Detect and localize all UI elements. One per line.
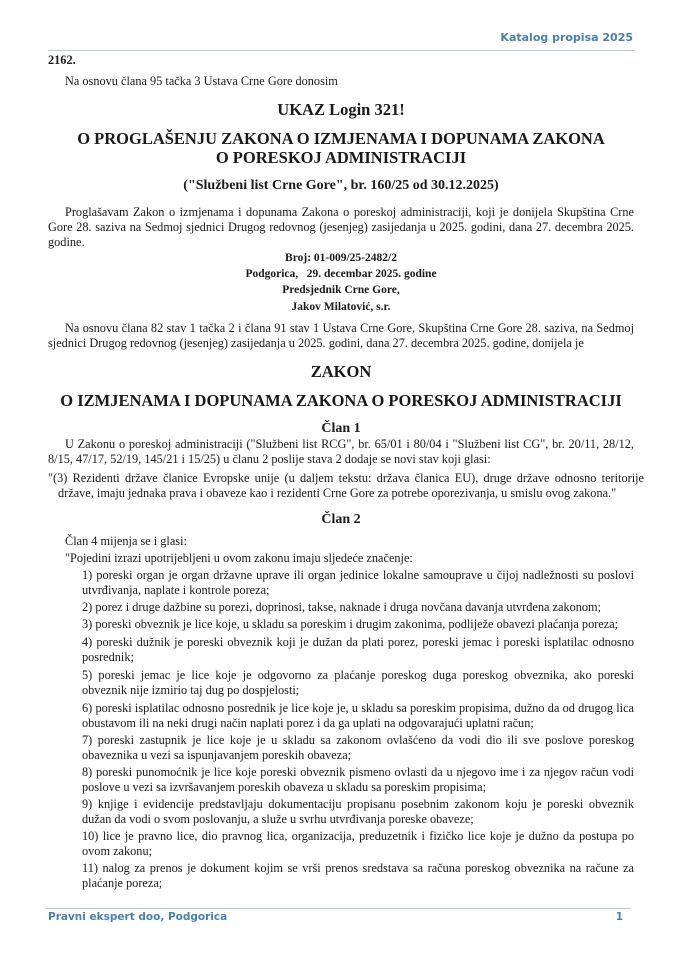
clan-1-heading: Član 1 [321,421,361,436]
law-subtitle: O IZMJENAMA I DOPUNAMA ZAKONA O PORESKOJ ADMINISTRACIJI [60,391,622,410]
gazette-reference: ("Službeni list Crne Gore", br. 160/25 od 30.12.2025) [183,178,499,193]
definition-item: 1) poreski organ je organ državne uprave ili organ jedinice lokalne samouprave u čijoj nadležnosti su poslovi utvrđivanja, naplate i kontrole poreza; [82,568,634,597]
clan-1-text: U Zakonu o poreskoj administraciji ("Službeni list RCG", br. 65/01 i 80/04 i "Službeni list CG", br. 20/11, 28/12, 8/15, 47/17, 52/19, 145/21 i 15/25) u članu 2 poslije stava 2 dodaje se novi stav koji glasi: [48,437,634,466]
clan-1-quote: "(3) Rezidenti države članice Evropske unije (u daljem tekstu: država članica EU), druge države odnosno teritorije države, imaju jednaka prava i obaveze kao i rezidenti Crne Gore za potrebe oporezivanja, u smislu ovog zakona." [48,471,644,500]
signer-name: Jakov Milatović, s.r. [291,301,391,313]
definition-item: 11) nalog za prenos je dokument kojim se vrši prenos sredstava sa računa poreskog obveznika na račune za plaćanje poreza; [82,861,634,890]
header-divider [48,50,635,51]
definition-item: 9) knjige i evidencije predstavljaju dokumentaciju propisanu posebnim zakonom koju je poreski obveznik dužan da vodi o svom poslovanju, a služe u svrhu utvrđivanja poreske obaveze; [82,797,634,826]
document-number: 2162. [48,53,76,67]
definition-item: 8) poreski punomoćnik je lice koje poreski obveznik pismeno ovlasti da u njegovo ime i za njegov račun vodi poslove u vezi sa izvršavanjem poreskih obaveza u skladu sa poreskim propisima; [82,765,634,794]
legal-basis: Na osnovu člana 82 stav 1 tačka 2 i člana 91 stav 1 Ustava Crne Gore, Skupština Crne Gore 28. saziva, na Sedmoj sjednici Drugog redovnog (jesenjeg) zasijedanja u 2025. godini, dana 27. decembra 2025. godine, donijela je [48,321,634,350]
definition-item: 7) poreski zastupnik je lice koje je u skladu sa zakonom ovlašćeno da vodi dio ili sve poslove poreskog obaveznika u vezi sa ispunjavanjem poreskih obaveza; [82,733,634,762]
law-title: ZAKON [310,362,372,381]
ukaz-subtitle: O PROGLAŠENJU ZAKONA O IZMJENAMA I DOPUNAMA ZAKONA O PORESKOJ ADMINISTRACIJI [77,129,605,167]
proclamation: Proglašavam Zakon o izmjenama i dopunama Zakona o poreskoj administraciji, koji je donijela Skupština Crne Gore 28. saziva na Sedmoj sjednici Drugog redovnog (jesenjeg) zasijedanja u 2025. godini, dana 27. decembra 2025. godine. [48,205,634,249]
clan-2-lead: "Pojedini izrazi upotrijebljeni u ovom zakonu imaju sljedeće značenje: [65,551,413,565]
page-number: 1 [615,911,623,923]
preamble: Na osnovu člana 95 tačka 3 Ustava Crne Gore donosim [65,74,338,88]
broj: Broj: 01-009/25-2482/2 [285,252,397,264]
ukaz-title: UKAZ Login 321! [277,100,405,119]
clan-2-heading: Član 2 [321,512,361,527]
catalog-header: Katalog propisa 2025 [500,31,633,44]
definition-item: 4) poreski dužnik je poreski obveznik koji je dužan da plati porez, poreski jemac i poreski isplatilac odnosno posrednik; [82,635,634,664]
definition-item: 6) poreski isplatilac odnosno posrednik je lice koje je, u skladu sa poreskim propisima, dužno da od drugog lica obustavom ili na neki drugi način naplati porez i da ga uplati na odgovarajući uplatni račun; [82,701,634,730]
footer-divider [46,908,631,909]
definition-item: 10) lice je pravno lice, dio pravnog lica, organizacija, preduzetnik i fizičko lice koje je dužno da postupa po ovom zakonu; [82,829,634,858]
definition-item: 5) poreski jemac je lice koje je odgovorno za plaćanje poreskog duga poreskog obveznika, ako poreski obveznik nije izmirio taj dug po dospjelosti; [82,668,634,697]
definition-item: 2) porez i druge dažbine su porezi, doprinosi, takse, naknade i druga novčana davanja utvrđena zakonom; [82,600,602,614]
clan-2-intro: Član 4 mijenja se i glasi: [65,534,187,548]
footer-publisher: Pravni ekspert doo, Podgorica [48,911,228,923]
definition-item: 3) poreski obveznik je lice koje, u skladu sa poreskim i drugim zakonima, podliježe obavezi plaćanja poreza; [82,617,619,631]
signer-title: Predsjednik Crne Gore, [282,284,400,296]
place-date: Podgorica, 29. decembar 2025. godine [245,268,437,280]
